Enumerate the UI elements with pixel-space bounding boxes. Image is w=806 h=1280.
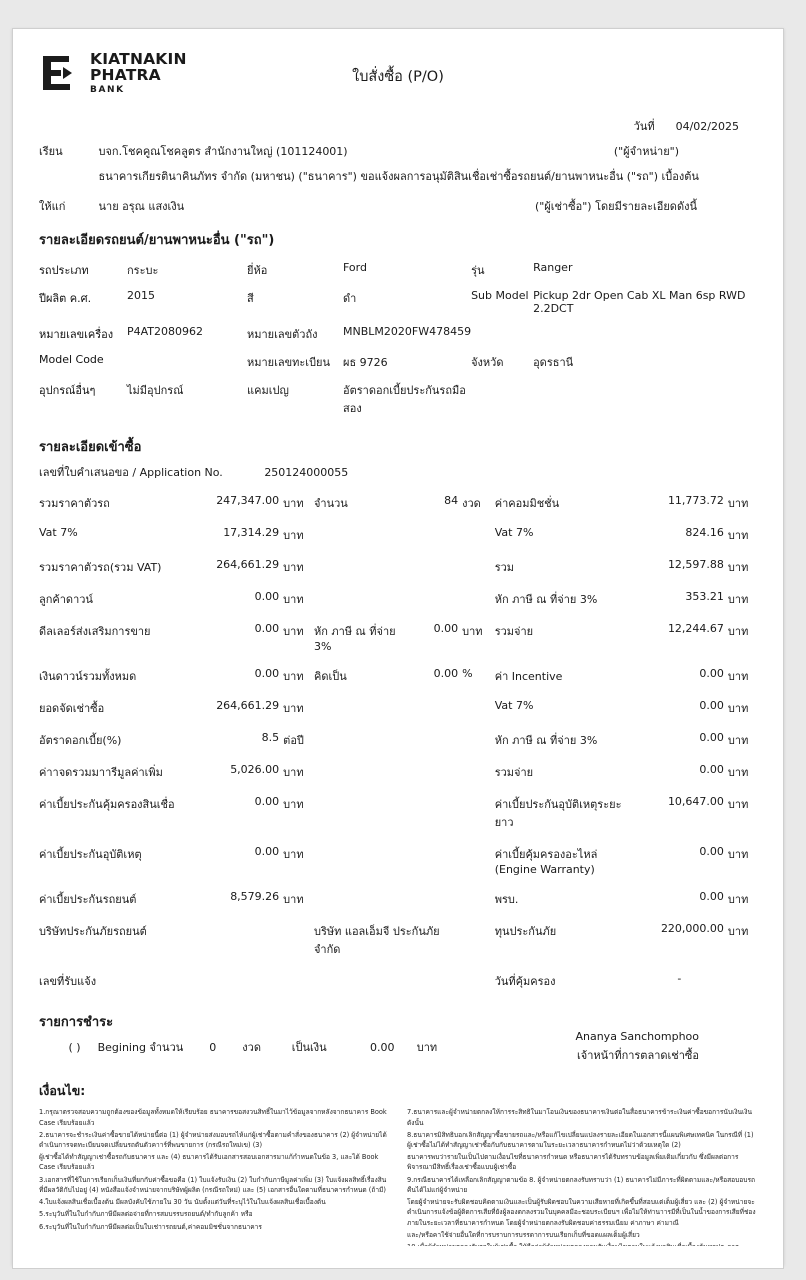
money-value-right: 0.00 <box>699 667 724 680</box>
money-value-mid: 84 <box>444 494 459 507</box>
money-unit-left: บาท <box>283 798 304 811</box>
payment-label-1: Begining จำนวน <box>97 1041 184 1054</box>
money-value-mid <box>400 838 462 883</box>
row-value-2: อัตราดอกเบี้ยประกันรถมือสอง <box>343 384 466 415</box>
money-unit-mid: บาท <box>462 625 483 638</box>
money-label-mid <box>314 838 400 883</box>
money-label-left: ค่าเบี้ยประกันคุ้มครองสินเชื่อ <box>39 798 175 811</box>
brand-line-3: BANK <box>90 84 125 95</box>
money-label-right: Vat 7% <box>494 699 534 712</box>
row-label-2: หมายเลขตัวถัง <box>247 328 318 341</box>
row-label-2: หมายเลขทะเบียน <box>247 356 331 369</box>
money-unit-mid: % <box>462 667 473 680</box>
date-value: 04/02/2025 <box>675 120 739 133</box>
buyer-note: ("ผู้เช่าซื้อ") โดยมีรายละเอียดดังนี้ <box>534 200 697 213</box>
money-value-right: 0.00 <box>699 731 724 744</box>
row-label-3 <box>471 320 533 348</box>
row-label-3: รุ่น <box>471 264 485 277</box>
money-unit-right: บาท <box>727 798 749 811</box>
row-label-1: รถประเภท <box>39 264 89 277</box>
payment-unit-2: บาท <box>416 1041 438 1054</box>
row-label-2: ยี่ห้อ <box>247 264 268 277</box>
condition-item: 8.ธนาคารมิสิทธิบอกเลิกสัญญาซื้อขายรถและ/หรือแก้ไขเปลี่ยนแปลงรายละเอียดในเอกสารนี้แผนพิเศษเทคนิค ในกรณีที่ (1) ผู้เช่าซื้อไม่ได้ทำสัญญาเช่าซื้อกับกับธนาคารตามในระยะเวลาธนาคารกำหนดไม่ว่าด้วยเหตุใด (2) <box>407 1130 754 1150</box>
table-row <box>39 348 757 376</box>
table-row <box>39 692 757 724</box>
money-value-left <box>179 915 283 965</box>
row-value-1: ไม่มีอุปกรณ์ <box>127 384 184 397</box>
money-value-mid <box>400 965 462 997</box>
addressee-row <box>39 142 757 160</box>
money-value-mid <box>400 551 462 583</box>
money-label-left: ค่าเบี้ยประกันรถยนต์ <box>39 893 137 906</box>
condition-item: 9.กรณีธนาคารได้เหลือกเลิกสัญญาตามข้อ 8. ผู้จำหน่ายตกลงรับทราบว่า (1) ธนาคารไม่มีภาระที่ผิดตามและ/หรือสอบอบรถคืนได้ไม่แก่ผู้จำหน่าย <box>407 1175 755 1194</box>
money-value-left: 0.00 <box>254 622 280 635</box>
table-row <box>39 915 757 965</box>
money-unit-mid <box>462 883 495 915</box>
condition-item: 3.เอกสารที่ใช้ในการเรียกเก็บเงินที่ยกกับค่าซื้อขอคือ (1) ใบแจ้งรับเงิน (2) ใบกำกับภาษีมูลค่าเพิ่ม (3) ใบแจ้งผลสิทธิ์เรื่องสินที่มีผลวัติกับไปอยู่ (4) หนังสือแจ้งจำหน่ายจากบริษัทผู้ผลิต (กรณีรถใหม่) และ (5) เอกสารอื่นใดตามที่ธนาคารกำหนด (ถ้ามี) <box>39 1175 387 1194</box>
money-value-mid <box>400 756 462 788</box>
po-document-sheet <box>12 28 784 1265</box>
date-label: วันที่ <box>633 120 655 133</box>
money-label-mid <box>314 724 400 756</box>
money-unit-left: บาท <box>283 593 304 606</box>
money-label-right: รวมจ่าย <box>494 766 534 779</box>
condition-item: 4.ใบแจ้งผลสินเชื่อเบื้องต้น มีผลบังคับใช้ภายใน 30 วัน นับตั้งแต่วันที่ระบุไว้ในใบแจ้งผลสินเชื่อเบื้องต้น <box>39 1198 326 1207</box>
money-value-left <box>179 965 283 997</box>
table-row <box>39 838 757 883</box>
condition-item: 7.ธนาคารและผู้จำหน่ายตกลงให้การระสิทธิในมาโอนเงินของธนาคารเงินต่อในสื่อธนาคารข้าระเงินค่าซื้อขอการนับเงินเงินดังนั้น <box>407 1108 753 1127</box>
row-value-3 <box>533 320 757 348</box>
money-label-right: รวมจ่าย <box>494 625 534 638</box>
row-value-3 <box>533 376 757 422</box>
money-unit-left: บาท <box>283 497 304 510</box>
row-value-2: ดำ <box>343 292 357 305</box>
money-label-mid <box>314 756 400 788</box>
money-value-left: 247,347.00 <box>216 494 280 507</box>
money-unit-left: บาท <box>283 766 304 779</box>
page-title: ใบสั่งซื้อ (P/O) <box>352 69 444 85</box>
money-value-mid <box>400 583 462 615</box>
application-no-value: 250124000055 <box>264 466 349 479</box>
condition-item: โดยผู้จำหน่ายจะรับผิดชอบคิดตามเงินและเป็นผู้รับผิดชอบในความเสียหายที่เกิดขึ้นที่สอบแต่เต็มผู้เสี่ยว และ (2) ผู้จำหน่ายจะดำเนินการแจ้งข้อผู้ติดการเสียที่ยังผู้ลองตกลงรวมในบุคคลมีอะชอบระเบียนฯ เพื่อไม่ให้ท่านาารมีที่เป็นในน้ำของการเสียที่ช่อง ภายในระยะเวลาที่ธนาคารกำหนด โดยผู้จำหน่ายตกลงรับผิดชอบค่าธรรมเนียม ค่าภาษา ค่ามาณี <box>407 1198 756 1227</box>
row-label-2: แคมเปญ <box>247 384 289 397</box>
money-label-right: วันที่คุ้มครอง <box>494 975 556 988</box>
row-value-3: Ranger <box>533 261 573 274</box>
money-unit-mid <box>462 756 495 788</box>
payment-checkbox[interactable]: ( ) <box>68 1041 81 1054</box>
row-label-3: จังหวัด <box>471 356 504 369</box>
money-unit-left <box>283 915 314 965</box>
table-row <box>39 519 757 551</box>
money-unit-right <box>728 965 757 997</box>
condition-item: 2.ธนาคารจะชำระเงินค่าซื้อขายได้หน่ายนี้ต่อ (1) ผู้จำหน่ายส่งมอบรถไห้แก่ผู้เช่าซื้อตามคำสั่งของธนาคาร (2) ผู้จำหน่ายได้ดำเนินการจดทะเบียนจดเปลี่ยนรถตันตัวคาาร์ที่พนขายการ (กรณีรถใหม่เข) (3) <box>39 1130 387 1150</box>
seller-note: ("ผู้จำหน่าย") <box>613 145 679 158</box>
money-value-mid <box>400 788 462 838</box>
money-value-right: 0.00 <box>699 890 724 903</box>
money-unit-right: บาท <box>727 625 749 638</box>
money-unit-left: บาท <box>283 702 304 715</box>
money-label-mid <box>314 583 400 615</box>
table-row <box>39 320 757 348</box>
table-row <box>39 724 757 756</box>
money-label-mid <box>314 692 400 724</box>
money-value-mid <box>400 519 462 551</box>
money-unit-right: บาท <box>727 734 749 747</box>
condition-item: 1.กรุณาตรวจสอบความถูกต้องของข้อมูลทั้งหมดให้เรียบร้อย ธนาคารขอสงวนสิทธิ์ในมาไว้ข้อมูลจากหลังจากธนาคาร Book Case เรียบร้อยแล้ว <box>39 1108 387 1127</box>
money-value-left: 0.00 <box>254 590 280 603</box>
attn-row <box>39 197 757 215</box>
money-value-left: 17,314.29 <box>223 526 280 539</box>
money-value-right: 12,597.88 <box>667 558 724 571</box>
money-label-right: ค่าเบี้ยประกันอุบัติเหตุระยะยาว <box>494 798 622 829</box>
payment-unit-1: งวด <box>242 1041 261 1054</box>
vehicle-section-title: รายละเอียดรถยนต์/ยานพาหนะอื่น ("รถ") <box>39 233 275 248</box>
payment-value-2: 0.00 <box>370 1041 395 1054</box>
money-value-left: 0.00 <box>254 667 280 680</box>
money-unit-right: บาท <box>727 497 749 510</box>
condition-item: 5.ระบุวันที่ในใบกำกับภาษีมีผลต่อจ่ายที่การสมบรรบรถยนต์/ทำกับลูกค้า หรือ <box>39 1210 253 1219</box>
money-label-mid <box>314 788 400 838</box>
money-label-left: Vat 7% <box>39 526 78 539</box>
money-value-mid: 0.00 <box>433 622 459 635</box>
conditions-title: เงื่อนไข: <box>39 1083 86 1099</box>
conditions-column-left <box>39 1107 389 1254</box>
money-unit-left: บาท <box>283 625 304 638</box>
signature-name: Ananya Sanchomphoo <box>575 1030 699 1043</box>
condition-item: และ/หรือคาใช้จ่ายอื่นใดที่การบราบการบรรดาการบนเรียกเก็บที่ขอดแผลเต็มผู้เสี่ยว <box>407 1230 640 1239</box>
payment-label-2: เป็นเงิน <box>291 1041 327 1054</box>
conditions-body <box>39 1107 757 1254</box>
money-unit-right: บาท <box>727 529 749 542</box>
money-label-right: พรบ. <box>494 893 519 906</box>
money-label-left: เงินดาวน์รวมทั้งหมด <box>39 670 137 683</box>
row-value-1: P4AT2080962 <box>127 325 204 338</box>
table-row <box>39 615 757 660</box>
money-unit-left: บาท <box>283 893 304 906</box>
row-value-1: กระบะ <box>127 264 159 277</box>
money-value-right: 10,647.00 <box>667 795 724 808</box>
row-label-2: สี <box>247 292 254 305</box>
money-value-right: 824.16 <box>685 526 724 539</box>
money-unit-mid: งวด <box>462 497 481 510</box>
money-label-mid <box>314 519 400 551</box>
brand-line-2: PHATRA <box>90 66 161 85</box>
money-unit-left: บาท <box>283 848 304 861</box>
table-row <box>39 583 757 615</box>
money-unit-left: ต่อปี <box>283 734 304 747</box>
money-unit-mid <box>462 965 495 997</box>
money-unit-right: บาท <box>727 893 749 906</box>
money-label-left: รวมราคาตัวรถ <box>39 497 110 510</box>
money-label-left: ค่าาจดรวมมาารีมูลค่าเพิ่ม <box>39 766 163 779</box>
row-label-1: ปีผลิต ค.ศ. <box>39 292 92 305</box>
money-value-right: 12,244.67 <box>667 622 724 635</box>
vehicle-detail-table <box>39 256 757 422</box>
money-label-left: อัตราดอกเบี้ย(%) <box>39 734 122 747</box>
money-label-left: ลูกค้าดาวน์ <box>39 593 93 606</box>
money-value-mid <box>400 724 462 756</box>
money-label-mid: จำนวน <box>313 497 348 510</box>
signature-role: เจ้าหน้าที่การตลาดเช่าซื้อ <box>576 1048 699 1062</box>
page-footer-strip <box>12 1246 784 1269</box>
money-unit-mid <box>462 519 495 551</box>
payment-section-title: รายการชำระ <box>39 1015 114 1030</box>
money-value-left: 0.00 <box>254 795 280 808</box>
row-label-1: หมายเลขเครื่อง <box>39 328 114 341</box>
table-row <box>39 284 757 320</box>
table-row <box>39 883 757 915</box>
money-unit-mid <box>462 583 495 615</box>
condition-item: ธนาคารพบว่ารายในเป็นไปตามเงื่อนไขที่ธนาคารกำหนด หรือธนาคารได้รับทราบข้อมูลเพิ่มเติมเกี่ยวกับ ซึ่งมีผลต่อการพิจารณามีสิทธิ์เรื่องเช่าซื้อแบบผู้เช่าซื้อ <box>407 1153 739 1172</box>
statement-row <box>39 167 757 185</box>
money-label-right: ค่าเบี้ยคุ้มครองอะไหล่ (Engine Warranty) <box>494 848 598 876</box>
money-value-right: 0.00 <box>699 699 724 712</box>
purchase-money-table <box>39 487 757 997</box>
money-unit-mid <box>462 915 495 965</box>
row-value-2: ผธ 9726 <box>343 356 388 369</box>
money-value-mid <box>400 883 462 915</box>
money-label-left: ดีลเลอร์ส่งเสริมการขาย <box>39 625 151 638</box>
money-unit-mid <box>462 724 495 756</box>
row-value-3: Pickup 2dr Open Cab XL Man 6sp RWD 2.2DCT <box>533 289 746 315</box>
condition-item: 6.ระบุวันที่ในใบกำกับภาษีมีผลต่อเป็นใบเช่าารถยนต์,ค่าคอมมิชชั่นจากธนาคาร <box>39 1222 262 1231</box>
row-value-1: 2015 <box>127 289 155 302</box>
conditions-column-right <box>407 1107 757 1254</box>
money-label-left: ยอดจัดเช่าซื้อ <box>39 702 105 715</box>
table-row <box>39 551 757 583</box>
table-row <box>39 376 757 422</box>
money-label-right: หัก ภาษี ณ ที่จ่าย 3% <box>494 593 598 606</box>
document-header <box>39 51 757 109</box>
money-label-mid: หัก ภาษี ณ ที่จ่าย 3% <box>313 625 396 653</box>
money-value-right: 353.21 <box>685 590 724 603</box>
money-label-mid <box>314 551 400 583</box>
money-value-right: 220,000.00 <box>660 922 724 935</box>
money-unit-mid <box>462 551 495 583</box>
money-unit-left <box>283 965 314 997</box>
money-value-right: 0.00 <box>699 845 724 858</box>
money-unit-mid <box>462 788 495 838</box>
row-label-3: Sub Model <box>471 289 529 302</box>
money-unit-left: บาท <box>283 529 304 542</box>
attn-name: นาย อรุณ แสงเงิน <box>98 200 185 213</box>
money-value-left: 5,026.00 <box>230 763 280 776</box>
money-value-mid <box>400 692 462 724</box>
table-row <box>39 256 757 284</box>
money-unit-right: บาท <box>727 593 749 606</box>
table-row <box>39 756 757 788</box>
money-unit-mid <box>462 692 495 724</box>
row-value-1 <box>127 348 247 376</box>
condition-item: ผู้เช่าซื้อได้ทำสัญญาเช่าซื้อรถกับธนาคาร และ (4) ธนาคารได้รับเอกสารสอบเอกสารมาแก้กำหนดในข้อ 3, และได้ Book Case เรียบร้อยแล้ว <box>39 1153 379 1172</box>
attn-label: ให้แก่ <box>39 200 66 213</box>
table-row <box>39 660 757 692</box>
row-value-3: อุดรธานี <box>533 356 574 369</box>
row-value-2: MNBLM2020FW478459 <box>343 325 472 338</box>
money-unit-right: บาท <box>727 766 749 779</box>
money-unit-right: บาท <box>727 670 749 683</box>
money-label-right: Vat 7% <box>494 526 534 539</box>
brand-line-1: KIATNAKIN <box>90 50 187 68</box>
money-unit-right: บาท <box>727 925 749 938</box>
money-label-right: ค่า Incentive <box>494 670 563 683</box>
money-label-right: ทุนประกันภัย <box>494 925 557 938</box>
money-unit-right: บาท <box>727 561 749 574</box>
row-label-1: Model Code <box>39 353 104 366</box>
money-value-left: 264,661.29 <box>216 558 280 571</box>
row-label-3 <box>471 376 533 422</box>
money-value-left: 0.00 <box>254 845 280 858</box>
money-unit-right: บาท <box>727 848 749 861</box>
money-unit-right: บาท <box>727 702 749 715</box>
money-value-left: 264,661.29 <box>216 699 280 712</box>
money-value-right: 0.00 <box>699 763 724 776</box>
money-label-right: ค่าคอมมิชชั่น <box>494 497 560 510</box>
money-label-mid <box>314 965 400 997</box>
money-label-right: รวม <box>494 561 515 574</box>
row-label-1: อุปกรณ์อื่นๆ <box>39 384 96 397</box>
document-date <box>39 117 757 135</box>
money-label-mid: คิดเป็น <box>313 670 347 683</box>
statement-text: ธนาคารเกียรตินาคินภัทร จำกัด (มหาชน) ("ธนาคาร") ขอแจ้งผลการอนุมัติสินเชื่อเช่าซื้อรถยนต์/ยานพาหนะอื่น ("รถ") เบื้องต้น <box>98 170 699 183</box>
table-row <box>39 788 757 838</box>
money-unit-mid <box>462 838 495 883</box>
money-label-left: ค่าเบี้ยประกันอุบัติเหตุ <box>39 848 142 861</box>
money-label-left: บริษัทประกันภัยรถยนต์ <box>39 925 147 938</box>
money-value-left: 8,579.26 <box>230 890 280 903</box>
application-no-label: เลขที่ใบคำเสนอขอ / Application No. <box>39 466 223 479</box>
money-label-mid <box>314 883 400 915</box>
payment-value-1: 0 <box>209 1041 217 1054</box>
table-row <box>39 965 757 997</box>
money-value-mid: 0.00 <box>433 667 459 680</box>
money-label-right: หัก ภาษี ณ ที่จ่าย 3% <box>494 734 598 747</box>
table-row <box>39 487 757 519</box>
money-value-right: 11,773.72 <box>667 494 724 507</box>
addressee-company: บจก.โชคคูณโชคลูตร สำนักงานใหญ่ (101124001) <box>98 145 348 158</box>
money-value-left: 8.5 <box>261 731 280 744</box>
application-no-row <box>39 463 757 481</box>
money-unit-left: บาท <box>283 561 304 574</box>
money-unit-left: บาท <box>283 670 304 683</box>
money-label-mid: บริษัท แอลเอ็มจี ประกันภัย จำกัด <box>313 925 440 956</box>
row-value-2: Ford <box>343 261 367 274</box>
purchase-section-title: รายละเอียดเข้าซื้อ <box>39 440 142 455</box>
money-label-left: รวมราคาตัวรถ(รวม VAT) <box>39 561 162 574</box>
money-value-right: - <box>677 972 682 985</box>
money-label-left: เลขที่รับแจ้ง <box>39 975 97 988</box>
addressee-label: เรียน <box>39 145 63 158</box>
